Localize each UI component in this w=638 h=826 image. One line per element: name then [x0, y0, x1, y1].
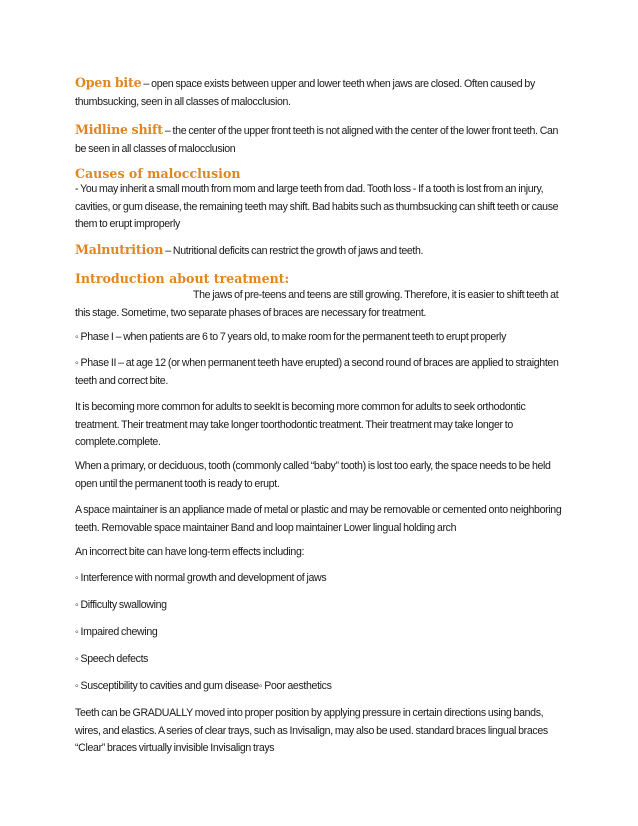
effect-list-item: ◦ Speech defects [75, 653, 149, 665]
open-bite-text: – open space exists between upper and lower teeth when jaws are closed. Often caused by thumbsucking, seen in all classes of malocclusion. [75, 78, 535, 108]
gradual-movement-paragraph: Teeth can be GRADUALLY moved into proper position by applying pressure in certain directions using bands, wires, and elastics. A series of clear trays, such as Invisalign, may also be used. standard braces lingual braces “Clear” braces virtually invisible Invisalign trays [75, 707, 548, 754]
causes-text: - You may inherit a small mouth from mom and large teeth from dad. Tooth loss - If a tooth is lost from an injury, cavities, or gum disease, the remaining teeth may shift. Bad habits such as thumbsucking can shift teeth or cause them to erupt improperly [75, 183, 559, 230]
primary-tooth-paragraph: When a primary, or deciduous, tooth (commonly called “baby” tooth) is lost too early, the space needs to be held open until the permanent tooth is ready to erupt. [75, 460, 551, 490]
space-maintainer-paragraph: A space maintainer is an appliance made of metal or plastic and may be removable or cemented onto neighboring teeth. Removable space maintainer Band and loop maintainer Lower lingual holding arch [75, 504, 562, 534]
malnutrition-paragraph [75, 241, 567, 261]
phase-1-item: ◦ Phase I – when patients are 6 to 7 years old, to make room for the permanent teeth to erupt properly [75, 331, 507, 343]
effect-list-item: ◦ Susceptibility to cavities and gum disease◦ Poor aesthetics [75, 680, 332, 692]
treatment-intro: The jaws of pre-teens and teens are still growing. Therefore, it is easier to shift teeth at this stage. Sometime, two separate phases of braces are necessary for treatment. [75, 289, 559, 319]
midline-shift-term: Midline shift [75, 122, 163, 137]
malnutrition-text: – Nutritional deficits can restrict the growth of jaws and teeth. [163, 245, 424, 257]
midline-shift-paragraph [75, 121, 567, 158]
incorrect-bite-paragraph: An incorrect bite can have long-term effects including: [75, 546, 305, 558]
malnutrition-term: Malnutrition [75, 242, 164, 257]
treatment-heading: Introduction about treatment: [75, 271, 290, 286]
effect-list-item: ◦ Difficulty swallowing [75, 599, 167, 611]
midline-shift-text: – the center of the upper front teeth is not aligned with the center of the lower front teeth. Can be seen in all classes of malocclusion [75, 125, 559, 155]
effect-list-item: ◦ Impaired chewing [75, 626, 158, 638]
phase-2-item: ◦ Phase II – at age 12 (or when permanent teeth have erupted) a second round of braces are applied to straighten teeth and correct bite. [75, 357, 559, 387]
causes-heading: Causes of malocclusion [75, 166, 241, 181]
treatment-intro-paragraph [75, 287, 567, 322]
adults-paragraph: It is becoming more common for adults to seekIt is becoming more common for adults to seek orthodontic treatment. Their treatment may take longer toorthodontic treatment. Their treatment may take longer to complete.complete. [75, 401, 526, 448]
open-bite-paragraph [75, 74, 567, 111]
effect-list-item: ◦ Interference with normal growth and development of jaws [75, 572, 327, 584]
open-bite-term: Open bite [75, 75, 142, 90]
